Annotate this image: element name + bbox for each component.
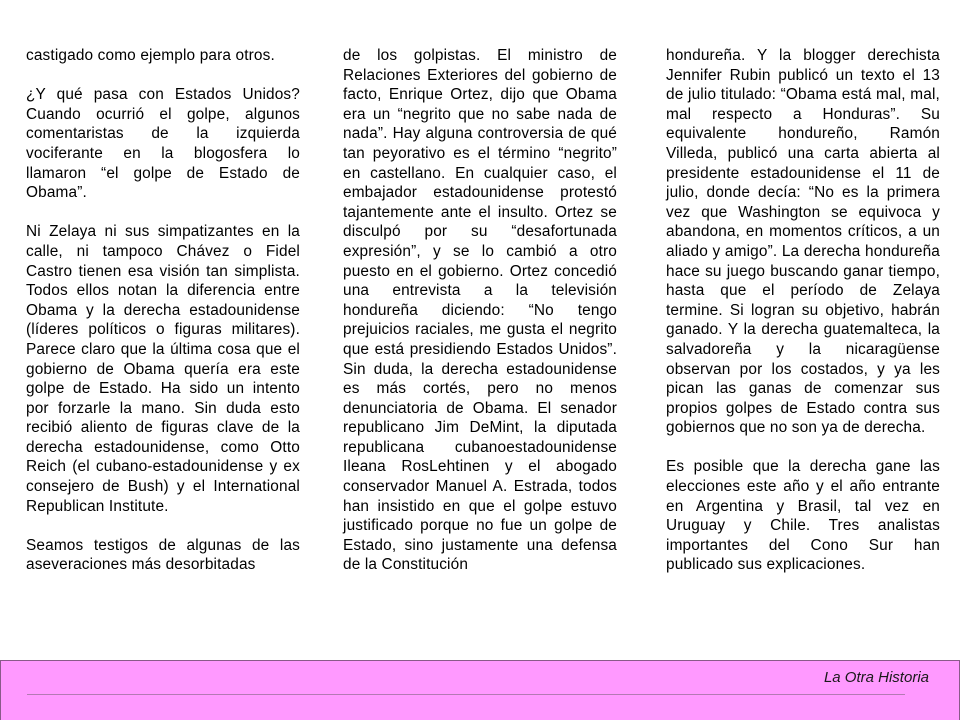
footer-divider xyxy=(27,694,905,695)
text-column-1 xyxy=(26,46,300,595)
paragraph: de los golpistas. El ministro de Relaciones Exteriores del gobierno de facto, Enrique Ortez, dijo que Obama era un “negrito que no sabe nada de nada”. Hay alguna controversia de qué tan peyorativo es el término “negrito” en castellano. En cualquier caso, el embajador estadounidense protestó tajantemente ante el insulto. Ortez se disculpó por su “desafortunada expresión”, y se lo cambió a otro puesto en el gobierno. Ortez concedió una entrevista a la televisión hondureña diciendo: “No tengo prejuicios raciales, me gusta el negrito que está presidiendo Estados Unidos”. Sin duda, la derecha estadounidense es más cortés, pero no menos denunciatoria de Obama. El senador republicano Jim DeMint, la diputada republicana cubanoestadounidense Ileana RosLehtinen y el abogado conservador Manuel A. Estrada, todos han insistido en que el golpe estuvo justificado porque no fue un golpe de Estado, sino justamente una defensa de la Constitución xyxy=(343,47,617,574)
paragraph: castigado como ejemplo para otros. xyxy=(26,47,275,64)
paragraph: hondureña. Y la blogger derechista Jennifer Rubin publicó un texto el 13 de julio titulado: “Obama está mal, mal, mal respecto a Honduras”. Su equivalente hondureño, Ramón Villeda, publicó una carta abierta al presidente estadounidense el 11 de julio, donde decía: “No es la primera vez que Washington se equivoca y abandona, en momentos críticos, a un aliado y amigo”. La derecha hondureña hace su juego buscando ganar tiempo, hasta que el período de Zelaya termine. Si logran su objetivo, habrán ganado. Y la derecha guatemalteca, la salvadoreña y la nicaragüense observan por los costados, y ya les pican las ganas de comenzar sus propios golpes de Estado contra sus gobiernos que no son ya de derecha. xyxy=(666,47,940,437)
paragraph: ¿Y qué pasa con Estados Unidos? Cuando ocurrió el golpe, algunos comentaristas de la izquierda vociferante en la blogosfera lo llamaron “el golpe de Estado de Obama”. xyxy=(26,86,300,202)
text-column-3 xyxy=(666,46,940,595)
publication-title: La Otra Historia xyxy=(823,669,929,686)
paragraph: Ni Zelaya ni sus simpatizantes en la calle, ni tampoco Chávez o Fidel Castro tienen esa visión tan simplista. Todos ellos notan la diferencia entre Obama y la derecha estadounidense (líderes políticos o figuras militares). Parece claro que la última cosa que el gobierno de Obama quería era este golpe de Estado. Ha sido un intento por forzarle la mano. Sin duda esto recibió aliento de figuras clave de la derecha estadounidense, como Otto Reich (el cubano-estadounidense y ex consejero de Bush) y el International Republican Institute. xyxy=(26,223,300,515)
paragraph: Seamos testigos de algunas de las aseveraciones más desorbitadas xyxy=(26,536,300,574)
paragraph: Es posible que la derecha gane las elecciones este año y el año entrante en Argentina y Brasil, tal vez en Uruguay y Chile. Tres analistas importantes del Cono Sur han publicado sus explicaciones. xyxy=(666,458,940,574)
text-column-2 xyxy=(343,46,617,595)
footer-bar xyxy=(0,660,960,720)
